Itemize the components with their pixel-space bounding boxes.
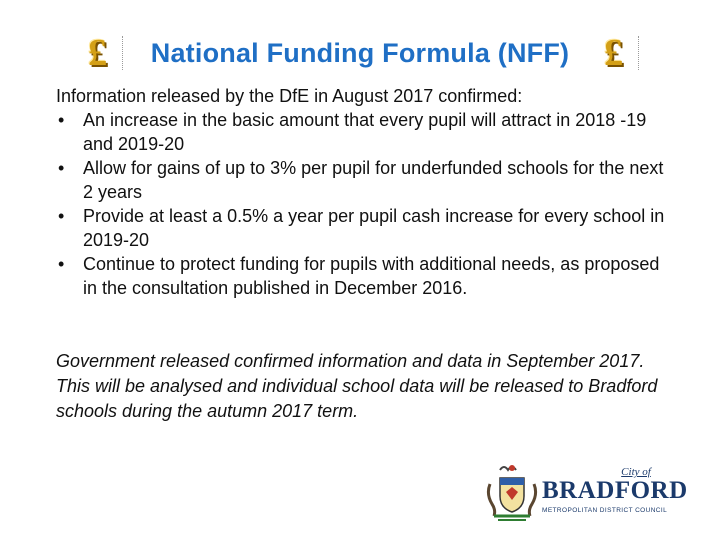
- bullet-icon: •: [58, 206, 65, 226]
- title-row: [0, 30, 720, 78]
- list-item: [56, 108, 666, 156]
- logo-city-of: City of: [621, 466, 651, 478]
- list-item-text: Continue to protect funding for pupils with additional needs, as proposed in the consultation published in December 2016.: [83, 254, 660, 298]
- bullet-icon: •: [58, 158, 65, 178]
- list-item-text: Provide at least a 0.5% a year per pupil cash increase for every school in 2019-20: [83, 206, 665, 250]
- list-item-text: An increase in the basic amount that every pupil will attract in 2018 -19 and 2019-20: [83, 110, 647, 154]
- list-item: [56, 252, 666, 300]
- page-title: National Funding Formula (NFF): [150, 38, 570, 68]
- pound-symbol: £: [604, 32, 623, 74]
- intro-text: Information released by the DfE in August 2017 confirmed:: [56, 86, 523, 106]
- bradford-council-logo: [484, 462, 688, 522]
- coat-of-arms-icon: [484, 462, 540, 522]
- divider: [638, 36, 642, 70]
- government-note: Government released confirmed information and data in September 2017. This will be analysed and individual school data will be released to Bradford schools during the autumn 2017 term.: [56, 351, 658, 421]
- bullet-icon: •: [58, 254, 65, 274]
- list-item: [56, 156, 666, 204]
- bullet-icon: •: [58, 110, 65, 130]
- pound-symbol: £: [88, 32, 107, 74]
- list-item-text: Allow for gains of up to 3% per pupil for underfunded schools for the next 2 years: [83, 158, 664, 202]
- logo-subtitle: METROPOLITAN DISTRICT COUNCIL: [542, 507, 668, 514]
- list-item: [56, 204, 666, 252]
- pound-coin-icon: [604, 34, 642, 74]
- bullet-list: [56, 108, 666, 300]
- logo-name: BRADFORD: [542, 477, 688, 504]
